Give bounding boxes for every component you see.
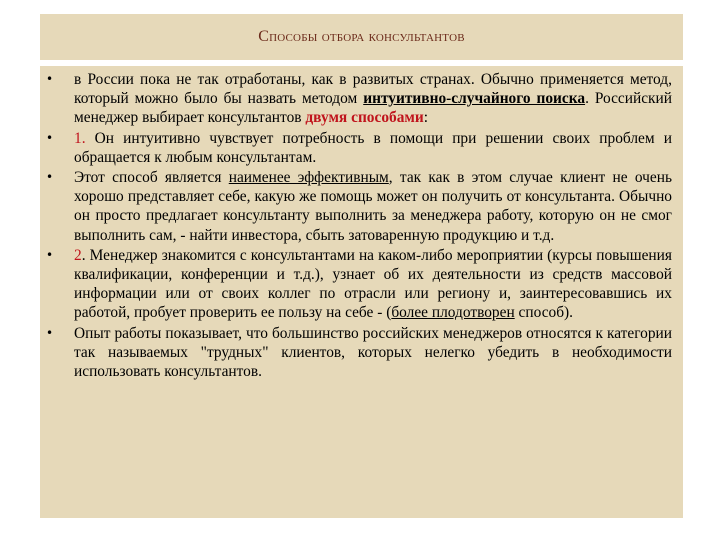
title-band bbox=[40, 14, 683, 60]
bullet-dot-icon: • bbox=[46, 247, 54, 262]
bullet-text: Этот способ является bbox=[74, 169, 229, 187]
bullet-text: . Российский менеджер выбирает консультантов bbox=[74, 90, 672, 127]
bullet-text: в России пока не так отработаны, как в развитых странах. Обычно применяется метод, который можно было бы назвать методом bbox=[74, 71, 672, 108]
bullet-dot-icon: • bbox=[46, 325, 54, 340]
bullet-text: Он интуитивно чувствует потребность в помощи при решении своих проблем и обращается к любым консультантам. bbox=[74, 129, 672, 166]
bullet-text: : bbox=[423, 109, 429, 127]
bullet-item bbox=[0, 70, 680, 128]
bullet-text: интуитивно-случайного поиска bbox=[363, 90, 586, 108]
bullet-text: . Менеджер знакомится с консультантами на каком-либо мероприятии (курсы повышения квалификации, конференции и т.д.), узнает об их деятельности из средств массовой информации или от своих коллег по отрасли или региону и, заинтересовавшись их работой, пробует проверить ее пользу на себе - ( bbox=[74, 246, 672, 322]
bullet-text: более плодотворен bbox=[391, 304, 515, 322]
bullet-item bbox=[0, 246, 680, 323]
bullet-item bbox=[0, 168, 680, 245]
bullet-text: двумя способами bbox=[305, 109, 424, 127]
bullet-text: , так как в этом случае клиент не очень хорошо представляет себе, какую же помощь может он получить от консультанта. Обычно он просто предлагает консультанту выполнить за менеджера работу, которую он не смог выполнить сам, - найти инвестора, сбыть затоваренную продукцию и т.д. bbox=[74, 169, 672, 244]
bullet-text: способ). bbox=[514, 304, 574, 322]
bullet-text: 2 bbox=[74, 246, 82, 264]
bullet-dot-icon: • bbox=[46, 72, 54, 86]
slide-title: Способы отбора консультантов bbox=[258, 28, 465, 45]
bullet-dot-icon: • bbox=[46, 170, 54, 185]
bullet-item bbox=[0, 324, 680, 382]
bullet-dot-icon: • bbox=[46, 130, 54, 145]
bullet-item bbox=[0, 129, 680, 167]
bullet-text: Опыт работы показывает, что большинство российских менеджеров относятся к категории так называемых "трудных" клиентов, которых нелегко убедить в необходимости использовать консультантов. bbox=[74, 324, 672, 381]
bullet-text: 1. bbox=[74, 129, 86, 147]
bullet-list bbox=[0, 70, 680, 382]
bullet-text: наименее эффективным bbox=[228, 169, 389, 187]
